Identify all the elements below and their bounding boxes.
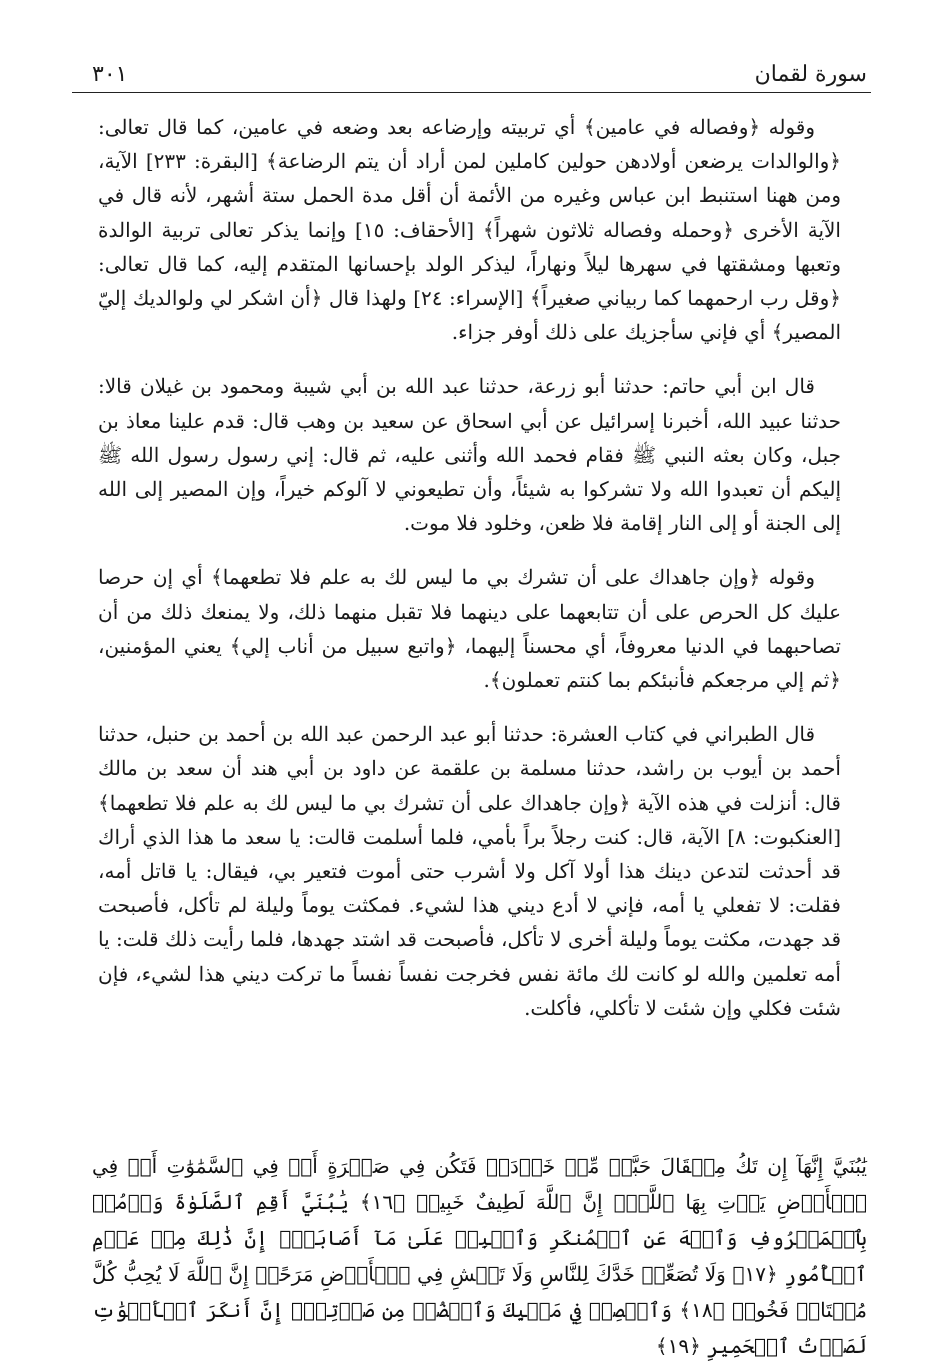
page-number: ٣٠١	[92, 61, 128, 87]
surah-title: سورة لقمان	[754, 61, 867, 87]
header-divider	[72, 92, 871, 93]
page-header	[92, 58, 867, 90]
paragraph-muadh-hadith: قال ابن أبي حاتم: حدثنا أبو زرعة، حدثنا عبد الله بن أبي شيبة ومحمود بن غيلان قالا: حدثنا عبيد الله، أخبرنا إسرائيل عن أبي اسحاق عن سعيد بن وهب قال: قدم علينا معاذ بن جبل، وكان بعثه النبي ﷺ فقام فحمد الله وأثنى عليه، ثم قال: إني رسول رسول الله ﷺ إليكم أن تعبدوا الله ولا تشركوا به شيئاً، وأن تطيعوني لا آلوكم خيراً، وإن المصير إلى الله إلى الجنة أو إلى النار إقامة فلا ظعن، وخلود فلا موت.	[98, 374, 841, 536]
paragraph-saad-story: قال الطبراني في كتاب العشرة: حدثنا أبو عبد الرحمن عبد الله بن أحمد بن حنبل، حدثنا أحمد بن أيوب بن راشد، حدثنا مسلمة بن علقمة عن داود بن أبي هند أن سعد بن مالك قال: أنزلت في هذه الآية ﴿وإن جاهداك على أن تشرك بي ما ليس لك به علم فلا تطعهما﴾ [العنكبوت: ٨] الآية، قال: كنت رجلاً براً بأمي، فلما أسلمت قالت: يا سعد ما هذا الذي أراك قد أحدثت لتدعن دينك هذا أولا آكل ولا أشرب حتى أموت فتعير بي، فيقال: يا قاتل أمه، فقلت: لا تفعلي يا أمه، فإني لا أدع ديني هذا لشيء. فمكثت يوماً وليلة لم تأكل، فأصبحت قد جهدت، مكثت يوماً وليلة أخرى لا تأكل، فأصبحت قد اشتد جهدها، فلما رأيت ذلك قلت: يا أمه تعلمين والله لو كانت لك مائة نفس فخرجت نفساً نفساً ما تركت ديني هذا لشيء، فإن شئت فكلي وإن شئت لا تأكلي، فأكلت.	[98, 722, 841, 1020]
main-text	[98, 110, 841, 1045]
paragraph-obedience: وقوله ﴿وإن جاهداك على أن تشرك بي ما ليس لك به علم فلا تطعهما﴾ أي إن حرصا عليك كل الحرص على أن تتابعهما على دينهما فلا تقبل منهما ذلك، ولا يمنعك ذلك من أن تصاحبهما في الدنيا معروفاً، أي محسناً إليهما، ﴿واتبع سبيل من أناب إلي﴾ يعني المؤمنين، ﴿ثم إلي مرجعكم فأنبئكم بما كنتم تعملون﴾.	[98, 565, 841, 693]
quran-verses: يَٰبُنَيَّ إِنَّهَآ إِن تَكُ مِثۡقَالَ حَبَّةٖ مِّنۡ خَرۡدَلٖ فَتَكُن فِي صَخۡرَةٍ أَوۡ فِي ٱلسَّمَٰوَٰتِ أَوۡ فِي ٱلۡأَرۡضِ يَأۡتِ بِهَا ٱللَّهُۚ إِنَّ ٱللَّهَ لَطِيفٌ خَبِيرٞ ﴿١٦﴾ يَٰبُنَيَّ أَقِمِ ٱلصَّلَوٰةَ وَأۡمُرۡ بِٱلۡمَعۡرُوفِ وَٱنۡهَ عَنِ ٱلۡمُنكَرِ وَٱصۡبِرۡ عَلَىٰ مَآ أَصَابَكَۖ إِنَّ ذَٰلِكَ مِنۡ عَزۡمِ ٱلۡأُمُورِ ﴿١٧﴾ وَلَا تُصَعِّرۡ خَدَّكَ لِلنَّاسِ وَلَا تَمۡشِ فِي ٱلۡأَرۡضِ مَرَحًاۖ إِنَّ ٱللَّهَ لَا يُحِبُّ كُلَّ مُخۡتَالٖ فَخُورٖ ﴿١٨﴾ وَٱقۡصِدۡ فِي مَشۡيِكَ وَٱغۡضُضۡ مِن صَوۡتِكَۚ إِنَّ أَنكَرَ ٱلۡأَصۡوَٰتِ لَصَوۡتُ ٱلۡحَمِيرِ ﴿١٩﴾	[92, 1154, 868, 1358]
paragraph-weaning: وقوله ﴿وفصاله في عامين﴾ أي تربيته وإرضاعه بعد وضعه في عامين، كما قال تعالى: ﴿والوالدات يرضعن أولادهن حولين كاملين لمن أراد أن يتم الرضاعة﴾ [البقرة: ٢٣٣] الآية، ومن ههنا استنبط ابن عباس وغيره من الأئمة أن أقل مدة الحمل ستة أشهر، لأنه قال في الآية الأخرى ﴿وحمله وفصاله ثلاثون شهراً﴾ [الأحقاف: ١٥] وإنما يذكر تعالى تربية الوالدة وتعبها ومشقتها في سهرها ليلاً ونهاراً، ليذكر الولد بإحسانها المتقدم إليه، كما قال تعالى: ﴿وقل رب ارحمهما كما ربياني صغيراً﴾ [الإسراء: ٢٤] ولهذا قال ﴿أن اشكر لي ولوالديك إليّ المصير﴾ أي فإني سأجزيك على ذلك أوفر جزاء.	[98, 115, 842, 345]
